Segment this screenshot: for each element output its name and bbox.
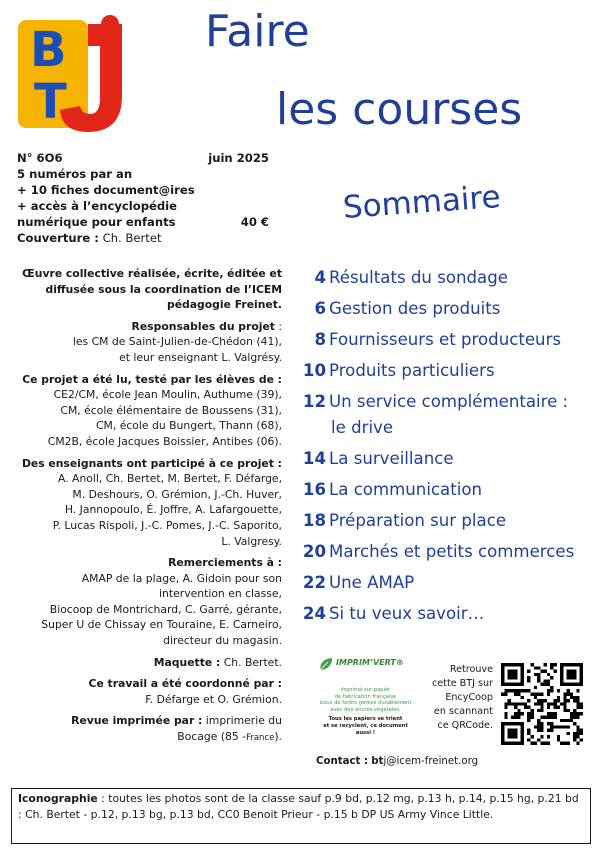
teachers-value: A. Anoll, Ch. Bertet, M. Bertet, F. Défarge, M. Deshours, O. Grémion, J.-Ch. Huver, H. Jannopoulo, É. Joffre, A. Lafargouette, P. Lucas Rispoli, J.-C. Pomes, J.-C. Saporito, L. Valgresy. (52, 472, 282, 548)
print-value: imprimerie du Bocage (85 - (177, 714, 282, 744)
tested-value: CE2/CM, école Jean Moulin, Authume (39), CM, école élémentaire de Boussens (31), CM, école du Bungert, Thann (68), CM2B, école Jacques Boissier, Antibes (06). (47, 388, 282, 448)
toc-label: Gestion des produits (329, 299, 501, 318)
svg-text:T: T (34, 74, 67, 130)
imprim-vert-recycle: Tous les papiers se trient et se recyclent, ce document aussi ! (323, 716, 408, 736)
contact-email[interactable]: btj@icem-freinet.org (371, 756, 479, 767)
toc-item (300, 480, 482, 499)
toc-item (300, 604, 484, 623)
tested-label: Ce projet a été lu, testé par les élèves de : (22, 372, 282, 386)
toc-item (300, 542, 574, 561)
imprim-vert-text: Imprimé sur papier de fabrication française issus de forêts gérées durablement avec des encres végétales. (319, 687, 412, 713)
coord-label: Ce travail a été coordonné par : (88, 677, 282, 691)
toc-item (300, 299, 500, 318)
credits (17, 266, 282, 753)
thanks-value: AMAP de la plage, A. Gidoin pour son intervention en classe, Biocoop de Montrichard, C. Garré, gérante, Super U de Chissay en Touraine, E. Carneiro, directeur du magasin. (41, 571, 282, 648)
toc-page-number: 24 (302, 604, 326, 623)
svg-text:B: B (30, 22, 67, 78)
toc-page-number: 6 (314, 299, 326, 318)
toc-item (300, 392, 569, 437)
layout-value: Ch. Bertet. (220, 655, 282, 669)
toc-label-continued: le drive (331, 418, 394, 437)
toc-page-number: 22 (302, 573, 326, 592)
print-end: ). (274, 730, 282, 744)
issue-frequency: 5 numéros par an (17, 167, 133, 181)
issue-fiches: + 10 fiches document@ires (17, 183, 195, 197)
coord-value: F. Défarge et O. Grémion. (145, 692, 282, 706)
sommaire-title: Sommaire (341, 179, 502, 226)
thanks-label: Remerciements à : (168, 556, 282, 570)
qr-code[interactable] (501, 663, 583, 745)
cover-label: Couverture : (17, 231, 99, 245)
title-line-1: Faire (205, 6, 310, 57)
icono-text: : toutes les photos sont de la classe sauf p.9 bd, p.12 mg, p.13 h, p.14, p.15 hg, p.21 bd : Ch. Bertet - p.12, p.13 bg, p.13 bd, CC0 Benoit Prieur - p.15 b DP US Army Vince Little. (18, 792, 579, 821)
issue-numerique: numérique pour enfants (17, 215, 176, 229)
contact-label: Contact : (316, 756, 369, 767)
toc-label: Marchés et petits commerces (329, 542, 575, 561)
toc-label: Fournisseurs et producteurs (329, 330, 562, 349)
imprim-vert-badge: IMPRIM’VERT® (336, 658, 404, 667)
toc-label: Préparation sur place (329, 511, 507, 530)
toc-label: La communication (329, 480, 483, 499)
toc-label: Résultats du sondage (329, 268, 508, 287)
toc-label: Une AMAP (329, 573, 415, 592)
imprim-vert-label (318, 658, 413, 736)
toc-item (300, 361, 495, 380)
toc-page-number: 8 (314, 330, 326, 349)
encycoop-note: Retrouve cette BTJ sur EncyCoop en scannant ce QRCode. (432, 664, 493, 731)
toc-label: La surveillance (329, 449, 454, 468)
toc-label: Un service complémentaire : (329, 392, 569, 411)
issue-date: juin 2025 (208, 151, 269, 165)
print-country: France (246, 733, 275, 744)
cover-value: Ch. Bertet (98, 231, 162, 245)
teachers-label: Des enseignants ont participé à ce projet : (21, 456, 282, 470)
issue-number: N° 6O6 (17, 151, 63, 165)
iconographie-box (11, 788, 591, 844)
toc-page-number: 4 (314, 268, 326, 287)
toc-item (300, 449, 454, 468)
issue-price: 40 € (240, 215, 269, 229)
toc-item (300, 268, 508, 287)
toc-page-number: 12 (302, 392, 326, 411)
toc-page-number: 16 (302, 480, 326, 499)
toc-page-number: 18 (302, 511, 326, 530)
toc-label: Si tu veux savoir… (329, 604, 485, 623)
title-line-2: les courses (276, 84, 523, 135)
toc-item (300, 511, 506, 530)
toc-page-number: 10 (302, 361, 326, 380)
layout-label: Maquette : (153, 655, 221, 669)
issue-access: + accès à l’encyclopédie (17, 199, 178, 213)
btj-logo (18, 14, 140, 136)
toc-item (300, 330, 561, 349)
print-label: Revue imprimée par : (71, 714, 203, 728)
toc-item (300, 573, 414, 592)
contact (316, 756, 478, 767)
toc-label: Produits particuliers (329, 361, 495, 380)
toc-page-number: 14 (302, 449, 326, 468)
toc-page-number: 20 (302, 542, 326, 561)
resp-label: Responsables du projet (131, 319, 275, 333)
resp-value: : les CM de Saint-Julien-de-Chédon (41), et leur enseignant L. Valgrésy. (72, 319, 282, 364)
leaf-icon (318, 656, 334, 672)
credits-intro: Œuvre collective réalisée, écrite, éditée et diffusée sous la coordination de l’ICEM pédagogie Freinet. (22, 267, 282, 312)
icono-label: Iconographie (18, 792, 98, 805)
issue-info (17, 150, 269, 246)
